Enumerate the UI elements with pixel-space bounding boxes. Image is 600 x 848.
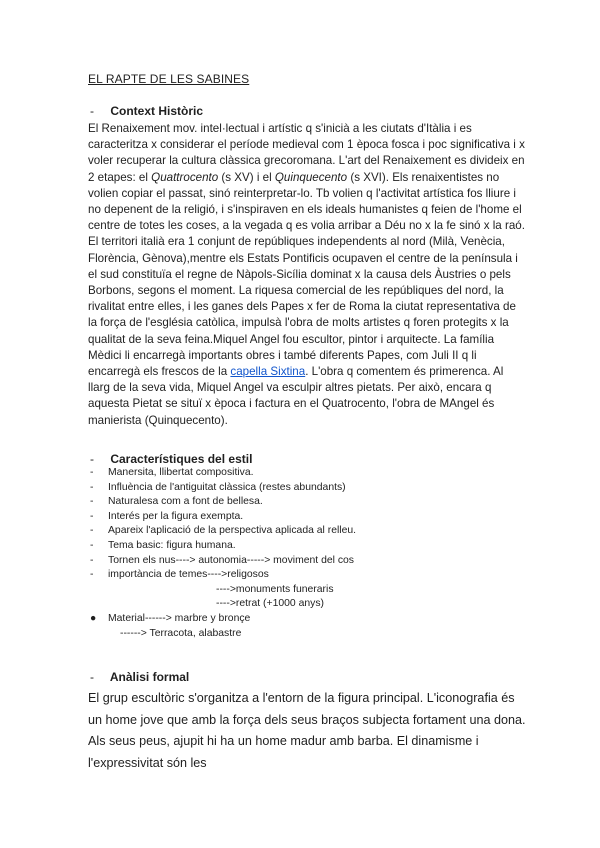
list-dash: -: [90, 525, 94, 537]
context-italic-quattrocento: Quattrocento: [151, 170, 219, 184]
list-dash: -: [90, 539, 94, 551]
heading-dash: -: [90, 104, 94, 118]
context-heading-label: Context Històric: [110, 104, 204, 118]
style-heading-label: Característiques del estil: [110, 452, 253, 466]
document-title: EL RAPTE DE LES SABINES: [88, 72, 250, 86]
heading-dash: -: [90, 452, 94, 466]
context-text-1: El Renaixement mov. intel·lectual i artístic q s'inicià a les ciutats d'Itàlia i es caracteritza x considerar el període medieval com 1 època fosca i poc significativa i x voler recuperar la cultura clàssica grecoromana. L'art del Renaixement es divideix en 2 etapes: el: [88, 122, 525, 184]
list-dash: -: [90, 467, 94, 478]
list-dash: -: [90, 510, 94, 522]
context-text-4: . L'obra q comentem és primerenca. Al llarg de la seva vida, Miquel Angel va esculpir altres pietats. Per això, encara q aquesta Pietat se situï x època i factura en el Quatrocento, l'obra de MAngel és manierista (Quinquecento).: [88, 365, 504, 427]
style-heading: [90, 452, 252, 466]
document-page: EL RAPTE DE LES SABINES - Context Històric El Renaixement mov. intel·lectual i artístic q s'inicià a les ciutats d'Itàlia i es caracteritza x considerar el període medieval com 1 època fosca i poc significativa i x voler recuperar la cultura clàssica grecoromana. L'art del Renaixement es divideix en 2 etapes: el Quattrocento (s XV) i el Quinquecento (s XVI). Els renaixentistes no volien copiar el passat, sinó reinterpretar-lo. Tb volien q l'activitat artística fos lliure i no depenent de la religió, i s'inspiraven en els ideals humanistes q feien de l'home el centre de totes les coses, a la vegada q es volia arribar a Déu no x la fe sinó x la raó. El territori italià era 1 conjunt de repúbliques independents al nord (Milà, Venècia, Florència, Gènova),mentre els Estats Pontificis ocupaven el centre de la península i el sud constituïa el regne de Nàpols-Sicília dominat x la causa dels Àustries o pels Borbons, segons el moment. La riquesa comercial de les repúbliques del nord, la rivalitat entre elles, i les ganes dels Papes x fer de Roma la ciutat representativa de la força de l'església catòlica, impulsà l'obra de molts artistes q foren protegits x la qualitat de la seva feina.Miquel Angel fou escultor, pintor i arquitecte. La família Mèdici li encarregà importants obres i també diferents Papes, com Juli II q li encarregà els frescos de la capella Sixtina. L'obra q comentem és primerenca. Al llarg de la seva vida, Miquel Angel va esculpir altres pietats. Per això, encara q aquesta Pietat se situï x època i factura en el Quatrocento, l'obra de MAngel és manierista (Quinquecento). - Característiques del estil - Manersita, llibertat compositiva. - Influència de l'antiguitat clàssica (restes abundants) - Naturalesa com a font de bellesa. - Interés per la figura exempta. - Apareix l'aplicació de la perspectiva aplicada al relleu. - Tema basic: figura humana. - Tornen els nus----> autonomia-----> moviment del cos - importància de temes---->religosos ---->monuments funeraris ---->retrat (+1000 anys) ● Material------> marbre y bronçe ------> Terracota, alabastre - Anàlisi formal El grup escultòric s'organitza a l'entorn de la figura principal. L'iconografia és un home jove que amb la força dels seus braços subjecta fortament una dona. Als seus peus, ajupit hi ha un home madur amb barba. El dinamisme i l'expressivitat són les: [0, 0, 600, 848]
bullet-dot-icon: ●: [90, 612, 97, 624]
list-dash: -: [90, 481, 94, 493]
context-text-2: (s XV) i el: [218, 170, 275, 184]
context-italic-quinquecento: Quinquecento: [274, 170, 348, 184]
list-dash: -: [90, 569, 94, 581]
heading-dash: -: [90, 670, 94, 684]
list-dash: -: [90, 554, 94, 566]
formal-heading-label: Anàlisi formal: [109, 670, 190, 684]
list-dash: -: [90, 496, 94, 508]
context-heading: [90, 104, 203, 118]
formal-paragraph: El grup escultòric s'organitza a l'entorn de la figura principal. L'iconografia és un home jove que amb la força dels seus braços subjecta fortament una dona. Als seus peus, ajupit hi ha un home madur amb barba. El dinamisme i l'expressivitat són les: [88, 691, 526, 770]
context-paragraph: [88, 121, 528, 429]
capella-sixtina-link[interactable]: capella Sixtina: [230, 365, 306, 379]
context-text-3: (s XVI). Els renaixentistes no volien copiar el passat, sinó reinterpretar-lo. Tb volien q l'activitat artística fos lliure i no depenent de la religió, i s'inspiraven en els ideals humanistes q feien de l'home el centre de totes les coses, a la vegada q es volia arribar a Déu no x la fe sinó x la raó. El territori italià era 1 conjunt de repúbliques independents al nord (Milà, Venècia, Florència, Gènova),mentre els Estats Pontificis ocupaven el centre de la península i el sud constituïa el regne de Nàpols-Sicília dominat x la causa dels Àustries o pels Borbons, segons el moment. La riquesa comercial de les repúbliques del nord, la rivalitat entre elles, i les ganes dels Papes x fer de Roma la ciutat representativa de la força de l'església catòlica, impulsà l'obra de molts artistes q foren protegits x la qualitat de la seva feina.Miquel Angel fou escultor, pintor i arquitecte. La família Mèdici li encarregà importants obres i també diferents Papes, com Juli II q li encarregà els frescos de la: [88, 170, 525, 379]
formal-heading: [90, 670, 189, 684]
